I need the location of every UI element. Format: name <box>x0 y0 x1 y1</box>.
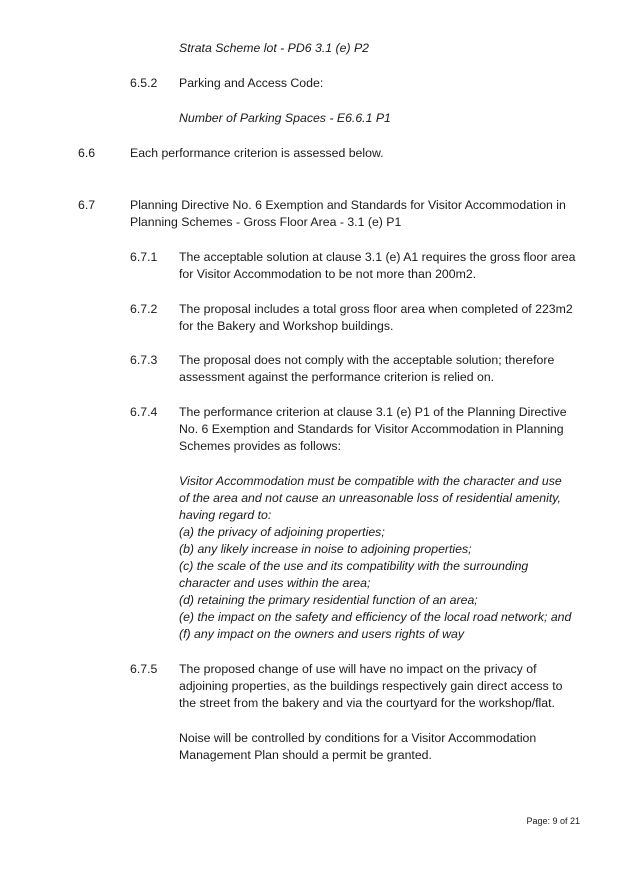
section-number-6-7-2: 6.7.2 <box>130 302 158 316</box>
criterion-quote-item-a: (a) the privacy of adjoining properties; <box>179 525 385 539</box>
criterion-quote-line: Visitor Accommodation must be compatible with the character and use <box>179 474 562 488</box>
section-number-6-7-3: 6.7.3 <box>130 353 158 367</box>
section-6-7-3-line: assessment against the performance criterion is relied on. <box>179 370 495 384</box>
section-6-7-2-line: The proposal includes a total gross floor area when completed of 223m2 <box>179 302 573 316</box>
criterion-quote-item-f: (f) any impact on the owners and users rights of way <box>179 627 465 641</box>
section-number-6-6: 6.6 <box>78 146 96 160</box>
section-6-7-3-line: The proposal does not comply with the acceptable solution; therefore <box>179 353 555 367</box>
criterion-quote-item-e: (e) the impact on the safety and efficiency of the local road network; and <box>179 610 572 624</box>
section-6-5-2-subitem-2: Number of Parking Spaces - E6.6.1 P1 <box>179 111 391 125</box>
section-6-5-2-heading: Parking and Access Code: <box>179 76 324 90</box>
section-6-7-1-line: The acceptable solution at clause 3.1 (e) A1 requires the gross floor area <box>179 250 576 264</box>
section-6-7-heading-line: Planning Schemes - Gross Floor Area - 3.1 (e) P1 <box>130 215 402 229</box>
section-6-7-4-line: The performance criterion at clause 3.1 (e) P1 of the Planning Directive <box>179 405 567 419</box>
section-6-7-4-line: No. 6 Exemption and Standards for Visitor Accommodation in Planning <box>179 422 564 436</box>
criterion-quote-item-c: (c) the scale of the use and its compatibility with the surrounding <box>179 559 529 573</box>
section-6-5-2-subitem-1: Strata Scheme lot - PD6 3.1 (e) P2 <box>179 41 370 55</box>
page-number: Page: 9 of 21 <box>526 816 580 826</box>
criterion-quote-item-b: (b) any likely increase in noise to adjoining properties; <box>179 542 472 556</box>
section-6-7-5-line: The proposed change of use will have no impact on the privacy of <box>179 662 537 676</box>
section-6-6-text: Each performance criterion is assessed below. <box>130 146 384 160</box>
section-6-7-5-line: the street from the bakery and via the courtyard for the workshop/flat. <box>179 696 555 710</box>
criterion-quote-line: having regard to: <box>179 508 272 522</box>
section-number-6-7-1: 6.7.1 <box>130 250 158 264</box>
criterion-quote-line: of the area and not cause an unreasonable loss of residential amenity, <box>179 491 561 505</box>
section-6-7-5-paragraph-2-line: Noise will be controlled by conditions for a Visitor Accommodation <box>179 731 537 745</box>
section-6-7-2-line: for the Bakery and Workshop buildings. <box>179 319 394 333</box>
section-6-7-5-line: adjoining properties, as the buildings respectively gain direct access to <box>179 679 563 693</box>
criterion-quote-item-d: (d) retaining the primary residential function of an area; <box>179 593 478 607</box>
section-6-7-heading-line: Planning Directive No. 6 Exemption and Standards for Visitor Accommodation in <box>130 198 566 212</box>
section-number-6-7-4: 6.7.4 <box>130 405 158 419</box>
section-6-7-1-line: for Visitor Accommodation to be not more than 200m2. <box>179 267 477 281</box>
section-6-7-5-paragraph-2-line: Management Plan should a permit be granted. <box>179 748 432 762</box>
section-number-6-5-2: 6.5.2 <box>130 76 158 90</box>
section-number-6-7: 6.7 <box>78 198 96 212</box>
criterion-quote-item-c-cont: character and uses within the area; <box>179 576 371 590</box>
section-number-6-7-5: 6.7.5 <box>130 662 158 676</box>
section-6-7-4-line: Schemes provides as follows: <box>179 439 341 453</box>
